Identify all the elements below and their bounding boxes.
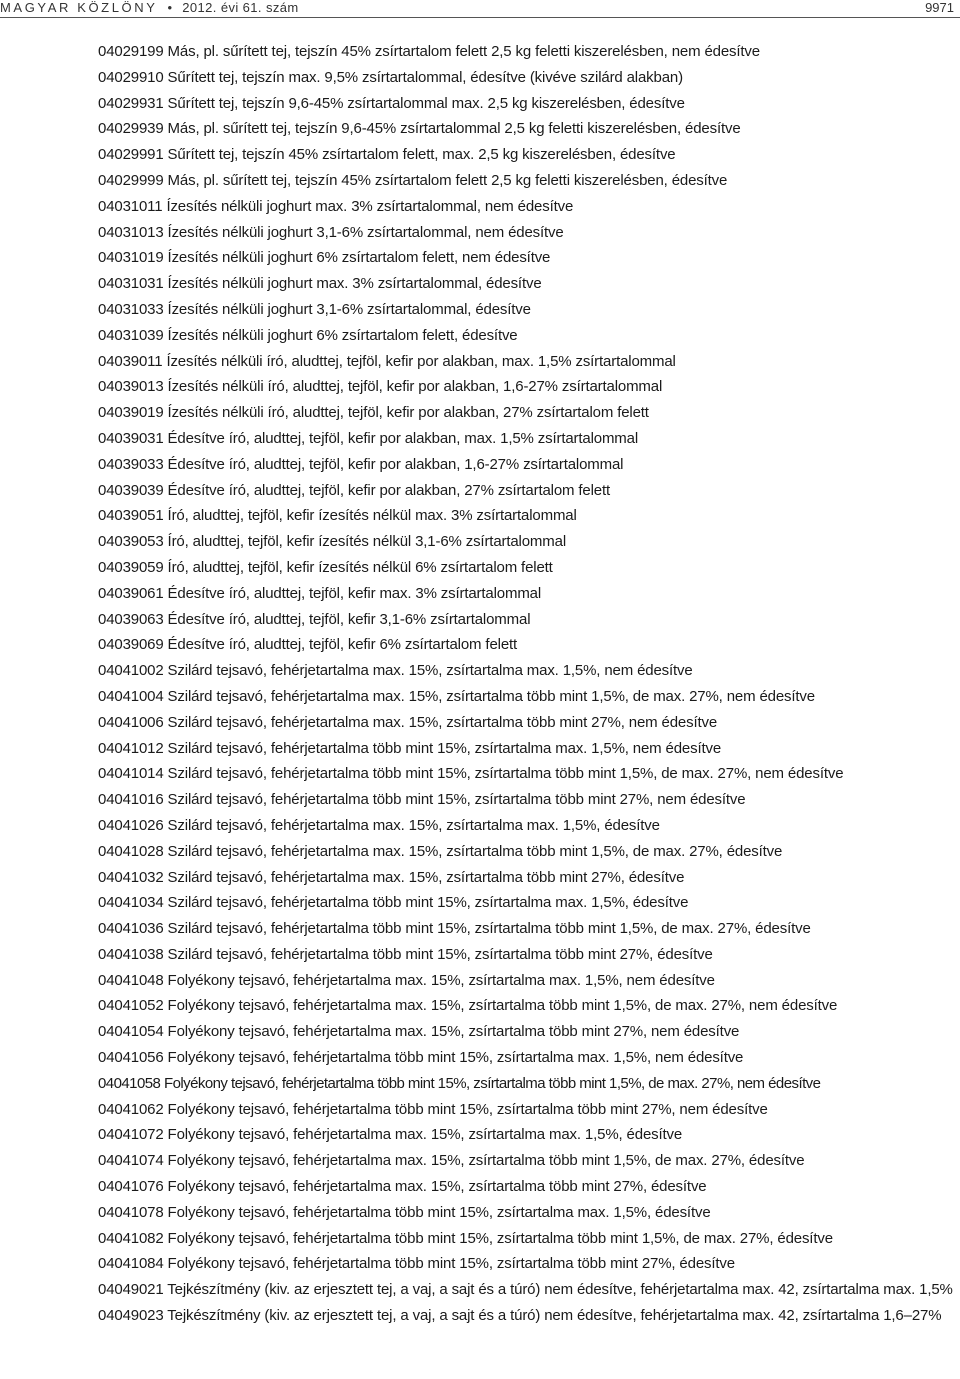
list-item: 04041056 Folyékony tejsavó, fehérjetartalma több mint 15%, zsírtartalma max. 1,5%, nem édesítve: [98, 1049, 744, 1067]
list-item: 04039031 Édesítve író, aludttej, tejföl, kefir por alakban, max. 1,5% zsírtartalommal: [98, 429, 639, 447]
page-number: 9971: [925, 0, 954, 15]
list-item: 04041084 Folyékony tejsavó, fehérjetartalma több mint 15%, zsírtartalma több mint 27%, édesítve: [98, 1255, 735, 1273]
list-item: 04029931 Sűrített tej, tejszín 9,6-45% zsírtartalommal max. 2,5 kg kiszerelésben, édesítve: [98, 94, 685, 112]
list-item: 04029991 Sűrített tej, tejszín 45% zsírtartalom felett, max. 2,5 kg kiszerelésben, édesítve: [98, 146, 676, 164]
list-item: 04031013 Ízesítés nélküli joghurt 3,1-6% zsírtartalommal, nem édesítve: [98, 223, 564, 241]
list-item: 04031011 Ízesítés nélküli joghurt max. 3% zsírtartalommal, nem édesítve: [98, 197, 574, 215]
list-item: 04039051 Író, aludttej, tejföl, kefir ízesítés nélkül max. 3% zsírtartalommal: [98, 507, 577, 525]
list-item: 04041082 Folyékony tejsavó, fehérjetartalma több mint 15%, zsírtartalma több mint 1,5%, de max. 27%, édesítve: [98, 1229, 833, 1247]
list-item: 04049021 Tejkészítmény (kiv. az erjesztett tej, a vaj, a sajt és a túró) nem édesítve, fehérjetartalma max. 42, zsírtartalma max. 1,5%: [98, 1281, 953, 1299]
issue-label: 2012. évi 61. szám: [182, 0, 299, 15]
list-item: 04029999 Más, pl. sűrített tej, tejszín 45% zsírtartalom felett 2,5 kg feletti kiszerelésben, édesítve: [98, 171, 728, 189]
list-item: 04039053 Író, aludttej, tejföl, kefir ízesítés nélkül 3,1-6% zsírtartalommal: [98, 533, 566, 551]
list-item: 04039061 Édesítve író, aludttej, tejföl, kefir max. 3% zsírtartalommal: [98, 584, 542, 602]
tariff-code-list: [98, 39, 958, 1329]
list-item: 04041002 Szilárd tejsavó, fehérjetartalma max. 15%, zsírtartalma max. 1,5%, nem édesítve: [98, 662, 693, 680]
list-item: 04031033 Ízesítés nélküli joghurt 3,1-6% zsírtartalommal, édesítve: [98, 300, 531, 318]
list-item: 04041048 Folyékony tejsavó, fehérjetartalma max. 15%, zsírtartalma max. 1,5%, nem édesítve: [98, 971, 715, 989]
header-divider: [0, 17, 960, 18]
list-item: 04041078 Folyékony tejsavó, fehérjetartalma több mint 15%, zsírtartalma max. 1,5%, édesítve: [98, 1203, 711, 1221]
list-item: 04041026 Szilárd tejsavó, fehérjetartalma max. 15%, zsírtartalma max. 1,5%, édesítve: [98, 816, 660, 834]
list-item: 04039013 Ízesítés nélküli író, aludttej, tejföl, kefir por alakban, 1,6-27% zsírtartalommal: [98, 378, 663, 396]
list-item: 04041004 Szilárd tejsavó, fehérjetartalma max. 15%, zsírtartalma több mint 1,5%, de max. 27%, nem édesítve: [98, 687, 815, 705]
list-item: 04031019 Ízesítés nélküli joghurt 6% zsírtartalom felett, nem édesítve: [98, 249, 551, 267]
list-item: 04041038 Szilárd tejsavó, fehérjetartalma több mint 15%, zsírtartalma több mint 27%, édesítve: [98, 945, 713, 963]
list-item: 04049023 Tejkészítmény (kiv. az erjesztett tej, a vaj, a sajt és a túró) nem édesítve, fehérjetartalma max. 42, zsírtartalma 1,6–27%: [98, 1307, 942, 1325]
list-item: 04029910 Sűrített tej, tejszín max. 9,5% zsírtartalommal, édesítve (kivéve szilárd alakban): [98, 68, 683, 86]
list-item: 04039011 Ízesítés nélküli író, aludttej, tejföl, kefir por alakban, max. 1,5% zsírtartalommal: [98, 352, 676, 370]
list-item: 04041014 Szilárd tejsavó, fehérjetartalma több mint 15%, zsírtartalma több mint 1,5%, de max. 27%, nem édesítve: [98, 765, 844, 783]
list-item: 04039059 Író, aludttej, tejföl, kefir ízesítés nélkül 6% zsírtartalom felett: [98, 558, 553, 576]
list-item: 04041032 Szilárd tejsavó, fehérjetartalma max. 15%, zsírtartalma több mint 27%, édesítve: [98, 868, 685, 886]
list-item: 04041062 Folyékony tejsavó, fehérjetartalma több mint 15%, zsírtartalma több mint 27%, nem édesítve: [98, 1100, 768, 1118]
list-item: 04041034 Szilárd tejsavó, fehérjetartalma több mint 15%, zsírtartalma max. 1,5%, édesítve: [98, 894, 689, 912]
list-item: 04041028 Szilárd tejsavó, fehérjetartalma max. 15%, zsírtartalma több mint 1,5%, de max. 27%, édesítve: [98, 842, 783, 860]
list-item: 04041058 Folyékony tejsavó, fehérjetartalma több mint 15%, zsírtartalma több mint 1,5%, de max. 27%, nem édesítve: [98, 1074, 821, 1092]
list-item: 04041076 Folyékony tejsavó, fehérjetartalma max. 15%, zsírtartalma több mint 27%, édesítve: [98, 1178, 707, 1196]
list-item: 04041074 Folyékony tejsavó, fehérjetartalma max. 15%, zsírtartalma több mint 1,5%, de max. 27%, édesítve: [98, 1152, 805, 1170]
list-item: 04039019 Ízesítés nélküli író, aludttej, tejföl, kefir por alakban, 27% zsírtartalom felett: [98, 404, 649, 422]
list-item: 04031031 Ízesítés nélküli joghurt max. 3% zsírtartalommal, édesítve: [98, 275, 542, 293]
list-item: 04039033 Édesítve író, aludttej, tejföl, kefir por alakban, 1,6-27% zsírtartalommal: [98, 455, 624, 473]
list-item: 04041054 Folyékony tejsavó, fehérjetartalma max. 15%, zsírtartalma több mint 27%, nem édesítve: [98, 1023, 740, 1041]
list-item: 04039039 Édesítve író, aludttej, tejföl, kefir por alakban, 27% zsírtartalom felett: [98, 481, 611, 499]
journal-title: MAGYAR KÖZLÖNY: [0, 0, 158, 15]
list-item: 04029199 Más, pl. sűrített tej, tejszín 45% zsírtartalom felett 2,5 kg feletti kiszerelésben, nem édesítve: [98, 43, 760, 60]
list-item: 04041012 Szilárd tejsavó, fehérjetartalma több mint 15%, zsírtartalma max. 1,5%, nem édesítve: [98, 739, 722, 757]
list-item: 04041016 Szilárd tejsavó, fehérjetartalma több mint 15%, zsírtartalma több mint 27%, nem édesítve: [98, 791, 746, 809]
list-item: 04041052 Folyékony tejsavó, fehérjetartalma max. 15%, zsírtartalma több mint 1,5%, de max. 27%, nem édesítve: [98, 997, 838, 1015]
list-item: 04041006 Szilárd tejsavó, fehérjetartalma max. 15%, zsírtartalma több mint 27%, nem édesítve: [98, 713, 718, 731]
list-item: 04039069 Édesítve író, aludttej, tejföl, kefir 6% zsírtartalom felett: [98, 636, 518, 654]
list-item: 04029939 Más, pl. sűrített tej, tejszín 9,6-45% zsírtartalommal 2,5 kg feletti kiszerelésben, édesítve: [98, 120, 741, 138]
running-head: [0, 0, 299, 15]
list-item: 04041036 Szilárd tejsavó, fehérjetartalma több mint 15%, zsírtartalma több mint 1,5%, de max. 27%, édesítve: [98, 920, 811, 938]
list-item: 04031039 Ízesítés nélküli joghurt 6% zsírtartalom felett, édesítve: [98, 326, 518, 344]
list-item: 04041072 Folyékony tejsavó, fehérjetartalma max. 15%, zsírtartalma max. 1,5%, édesítve: [98, 1126, 683, 1144]
list-item: 04039063 Édesítve író, aludttej, tejföl, kefir 3,1-6% zsírtartalommal: [98, 610, 531, 628]
bullet-separator: •: [167, 0, 173, 15]
page-header: [0, 0, 960, 20]
